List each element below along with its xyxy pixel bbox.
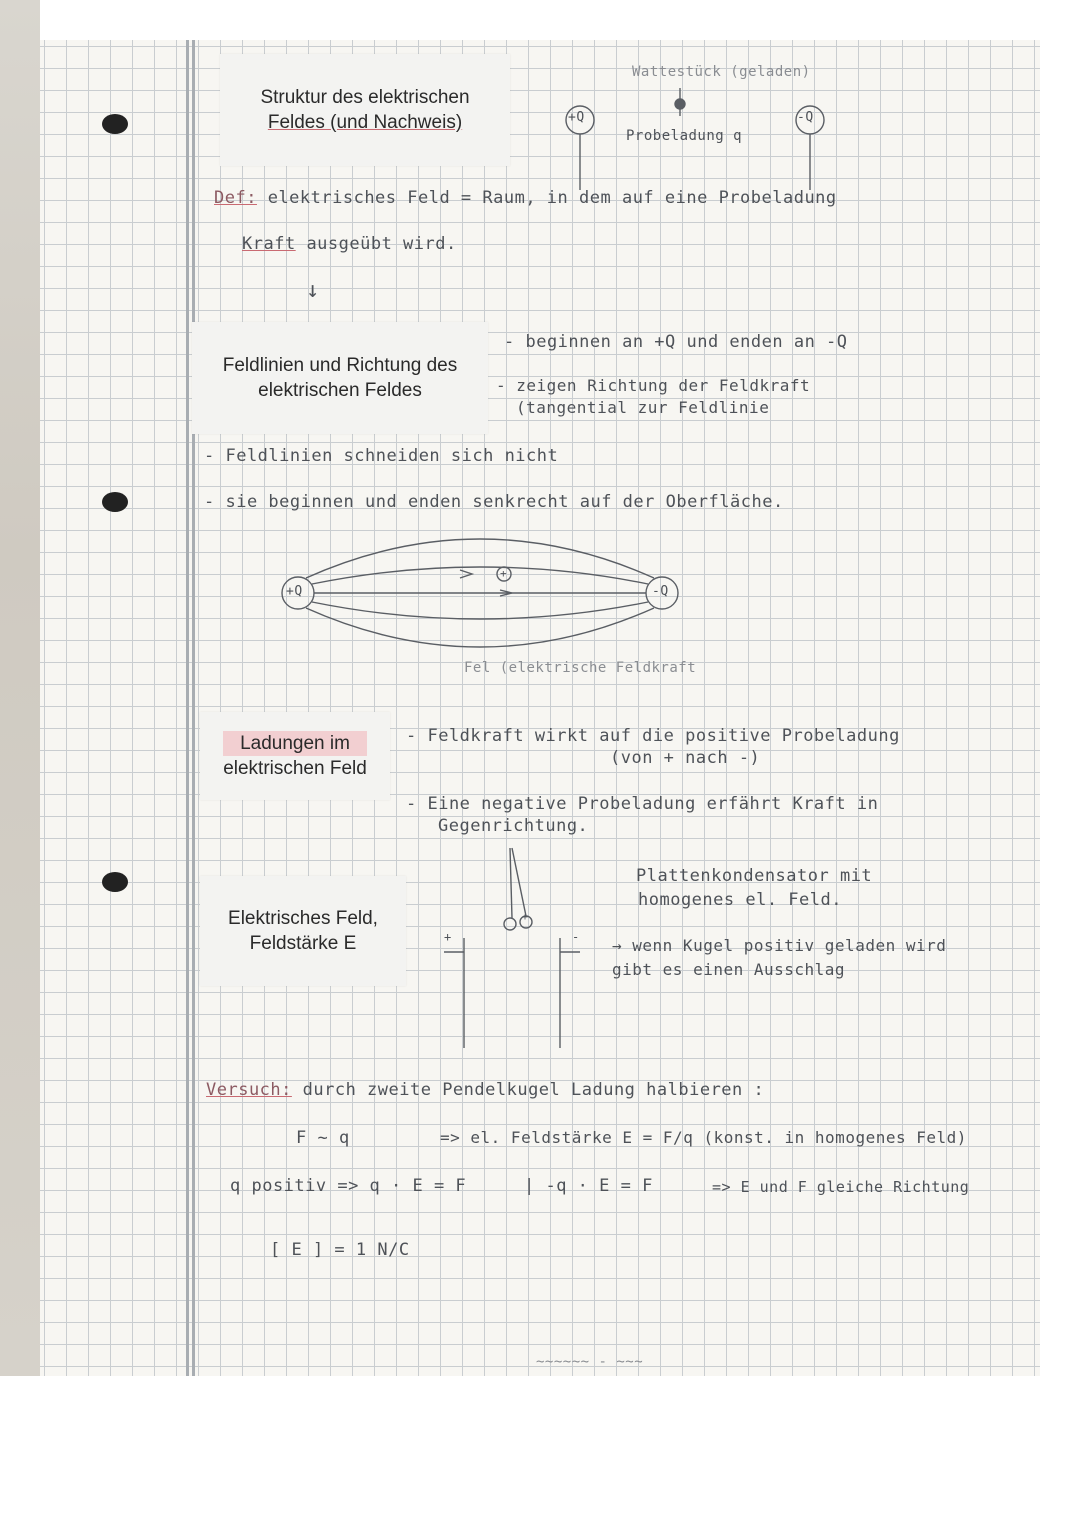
kondensator-note: gibt es einen Ausschlag [612,960,846,979]
wattestueck-caption: Wattestück (geladen) [632,64,811,80]
plus-q-label: +Q [568,110,585,125]
field-lines-sketch [260,520,700,680]
kondensator-note: Plattenkondensator mit [636,866,873,886]
field-line [306,608,654,647]
notebook-page [40,40,1040,1376]
field-plus-label: +Q [286,584,303,599]
positive-case: q positiv => q · E = F [230,1176,467,1196]
down-arrow-icon: ↓ [306,278,320,303]
versuch-text: durch zweite Pendelkugel Ladung halbieren : [302,1080,765,1100]
direction-note: => E und F gleiche Richtung [712,1178,970,1196]
punch-hole [102,872,128,892]
bottom-scribble: ~~~~~~ - ~~~ [536,1354,644,1370]
heading-line: Elektrisches Feld, [228,908,378,929]
def-text: elektrisches Feld = Raum, in dem auf eine Probeladung [267,188,837,208]
arrow-icon [460,570,472,578]
kondensator-note: → wenn Kugel positiv geladen wird [612,936,947,955]
feldlinien-note: (tangential zur Feldlinie [516,398,770,417]
plate-plus-label: + [444,930,452,944]
field-line [312,602,648,619]
field-line [312,567,648,584]
ball-label: + [522,912,529,923]
heading-line: elektrischen Feldes [258,380,422,401]
negative-case: | -q · E = F [524,1176,653,1196]
pendulum-thread [510,848,512,918]
feldkraft-caption: Fel (elektrische Feldkraft [464,660,697,676]
feldlinien-note: - sie beginnen und enden senkrecht auf der Oberfläche. [204,492,784,512]
punch-hole [102,492,128,512]
heading-struktur [220,54,510,166]
ladungen-note: Gegenrichtung. [438,816,589,836]
minus-q-label: -Q [797,110,814,125]
heading-line: Feldes (und Nachweis) [267,112,463,133]
ladungen-note: - Feldkraft wirkt auf die positive Probeladung [406,726,900,746]
pendulum-ball [504,918,516,930]
unit-formula: [ E ] = 1 N/C [270,1240,410,1260]
feldlinien-note: - Feldlinien schneiden sich nicht [204,446,559,466]
field-probe-label: + [500,567,508,580]
definition-line1 [214,188,837,208]
feldstaerke-formula: => el. Feldstärke E = F/q (konst. in homogenes Feld) [440,1128,967,1147]
def-kraft: Kraft [242,234,296,254]
plate-minus-label: - [572,930,580,944]
margin-line-left [186,40,189,1376]
heading-ladungen [200,712,390,800]
kondensator-note: homogenes el. Feld. [638,890,842,910]
punch-hole [102,114,128,134]
capacitor-sketch [436,838,616,1058]
feldlinien-note: - zeigen Richtung der Feldkraft [496,376,811,395]
def-rest: ausgeübt wird. [306,234,457,254]
definition-line2 [242,234,457,254]
probeladung-caption: Probeladung q [626,128,743,144]
def-label: Def: [214,188,257,208]
versuch-label: Versuch: [206,1080,292,1100]
desk-background [0,0,40,1376]
margin-line-right [192,40,195,1376]
heading-line: Feldstärke E [249,933,357,954]
field-minus-label: -Q [652,584,669,599]
proportionality: F ~ q [296,1128,350,1148]
versuch-line [206,1080,764,1100]
heading-feldlinien [192,322,488,434]
field-line [306,539,654,578]
heading-line: elektrischen Feld [223,758,367,779]
heading-line: Ladungen im [223,731,367,756]
heading-line: Struktur des elektrischen [260,87,470,108]
ladungen-note: (von + nach -) [610,748,761,768]
ladungen-note: - Eine negative Probeladung erfährt Kraft in [406,794,879,814]
pendulum-thread [512,848,526,916]
heading-feldstaerke [200,876,406,986]
heading-line: Feldlinien und Richtung des [222,355,458,376]
feldlinien-note: - beginnen an +Q und enden an -Q [504,332,848,352]
